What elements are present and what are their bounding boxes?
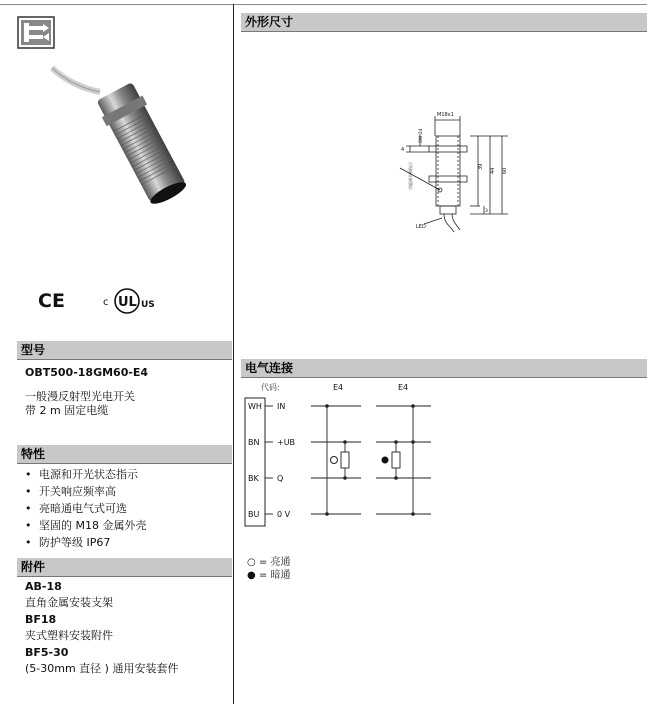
- svg-text:US: US: [141, 300, 155, 310]
- legend-item: [247, 569, 290, 582]
- feature-item: • 电源和开光状态指示: [25, 466, 146, 483]
- feature-item: • 亮暗通电气式可选: [25, 500, 146, 517]
- legend-item: [247, 556, 290, 569]
- top-rule: [0, 4, 647, 5]
- ul-mark-icon: [103, 286, 159, 316]
- dark-on-symbol: [382, 457, 389, 464]
- accessory-code: BF5-30: [25, 646, 69, 659]
- feature-item: • 开关响应频率高: [25, 483, 146, 500]
- features-list: [25, 466, 146, 551]
- accessory-desc: 直角金属安装支架: [25, 596, 113, 609]
- accessory-code: AB-18: [25, 580, 62, 593]
- column-e4-label: E4: [398, 383, 409, 392]
- sensor-type-icon: [17, 16, 55, 49]
- pin-signal: Q: [277, 474, 284, 483]
- legend-text: = 亮通: [258, 557, 291, 568]
- feature-item: • 防护等级 IP67: [25, 534, 146, 551]
- features-section-header: 特性: [17, 445, 232, 464]
- dimensions-section-header: 外形尺寸: [241, 13, 647, 32]
- svg-text:CE: CE: [38, 290, 65, 310]
- svg-text:c: c: [103, 297, 109, 308]
- model-section-header: 型号: [17, 341, 232, 360]
- accessory-desc: 夹式塑料安装附件: [25, 629, 113, 642]
- product-photo: [50, 60, 200, 250]
- code-label: 代码:: [261, 383, 280, 392]
- pin-code: BU: [248, 510, 260, 519]
- model-description: 一般漫反射型光电开关: [25, 390, 135, 403]
- column-divider: [233, 4, 234, 704]
- pin-signal: +UB: [277, 438, 296, 447]
- pin-code: BN: [248, 438, 260, 447]
- column-e4-label: E4: [333, 383, 344, 392]
- accessories-section-header: 附件: [17, 558, 232, 577]
- cable-description: 带 2 m 固定电缆: [25, 404, 109, 417]
- svg-text:60: 60: [502, 167, 508, 174]
- svg-text:LED: LED: [416, 224, 426, 230]
- svg-text:3: 3: [485, 209, 488, 214]
- legend-text: = 暗通: [258, 570, 291, 581]
- svg-text:UL: UL: [118, 295, 137, 310]
- svg-text:功能调节和指示: 功能调节和指示: [408, 162, 413, 190]
- light-on-symbol: [331, 457, 338, 464]
- svg-text:M18x1: M18x1: [437, 112, 454, 118]
- light-on-legend-symbol: ○: [247, 557, 256, 568]
- svg-text:44: 44: [490, 167, 496, 174]
- pin-signal: 0 V: [277, 510, 291, 519]
- feature-item: • 坚固的 M18 金属外壳: [25, 517, 146, 534]
- model-number: OBT500-18GM60-E4: [25, 366, 149, 379]
- accessory-code: BF18: [25, 613, 57, 626]
- wiring-diagram: [241, 380, 441, 530]
- dark-on-legend-symbol: ●: [247, 570, 256, 581]
- pin-signal: IN: [277, 402, 286, 411]
- svg-text:SW 24: SW 24: [419, 128, 424, 143]
- svg-text:39: 39: [478, 163, 484, 170]
- dimension-drawing: [380, 108, 520, 248]
- svg-text:4: 4: [401, 147, 405, 153]
- accessory-desc: (5-30mm 直径 ) 通用安装套件: [25, 662, 179, 675]
- ce-mark-icon: [38, 290, 72, 310]
- wiring-section-header: 电气连接: [241, 359, 647, 378]
- pin-code: BK: [248, 474, 259, 483]
- pin-code: WH: [248, 402, 262, 411]
